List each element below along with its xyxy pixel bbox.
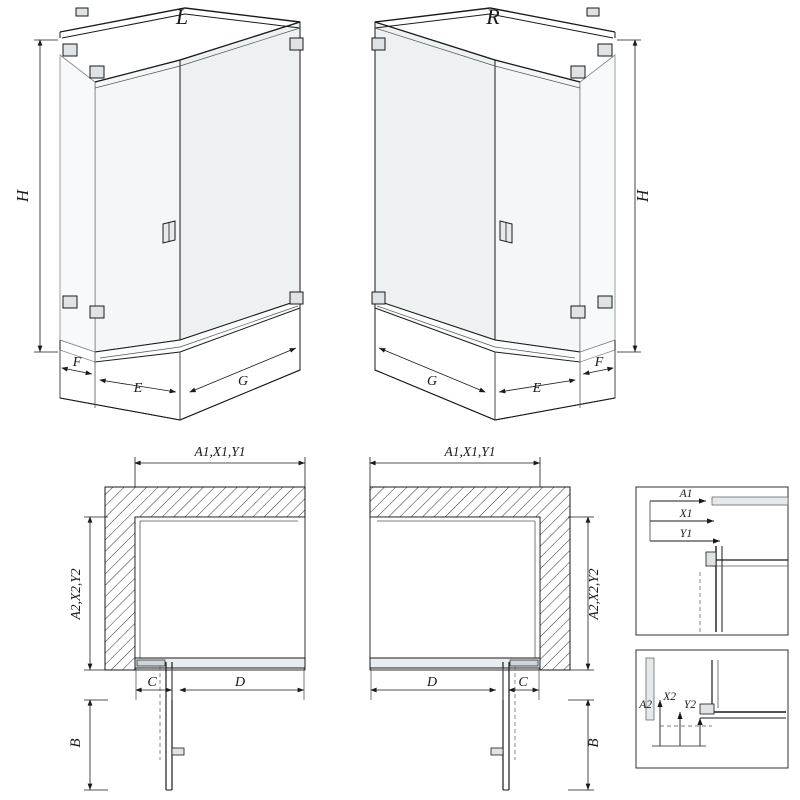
label-height-left: H — [13, 189, 32, 203]
label-b-right: B — [586, 738, 602, 748]
label-c-left: C — [147, 675, 157, 690]
label-f-left: F — [72, 355, 82, 370]
label-f-right: F — [594, 355, 604, 370]
right-view-label: R — [486, 4, 500, 29]
label-e-right: E — [532, 381, 542, 396]
label-detail-x1: X1 — [679, 508, 693, 520]
label-plan-side-right: A2,X2,Y2 — [586, 568, 601, 620]
label-d-left: D — [234, 675, 246, 690]
left-view-label: L — [175, 4, 189, 29]
label-g-left: G — [237, 374, 249, 389]
label-detail-a1: A1 — [679, 488, 693, 500]
label-detail-y1: Y1 — [679, 528, 693, 540]
detail-plan-top — [636, 487, 788, 635]
detail-plan-bottom — [636, 650, 788, 768]
label-detail-x2: X2 — [663, 691, 676, 703]
label-detail-y2: Y2 — [683, 699, 696, 711]
label-e-left: E — [133, 381, 143, 396]
label-detail-a2: A2 — [639, 699, 652, 711]
label-plan-side-left: A2,X2,Y2 — [68, 568, 83, 620]
label-b-left: B — [68, 738, 84, 748]
label-plan-top-left: A1,X1,Y1 — [194, 444, 246, 459]
label-height-right: H — [633, 189, 652, 203]
label-g-right: G — [426, 374, 438, 389]
label-c-right: C — [518, 675, 528, 690]
label-plan-top-right: A1,X1,Y1 — [444, 444, 496, 459]
label-d-right: D — [426, 675, 438, 690]
